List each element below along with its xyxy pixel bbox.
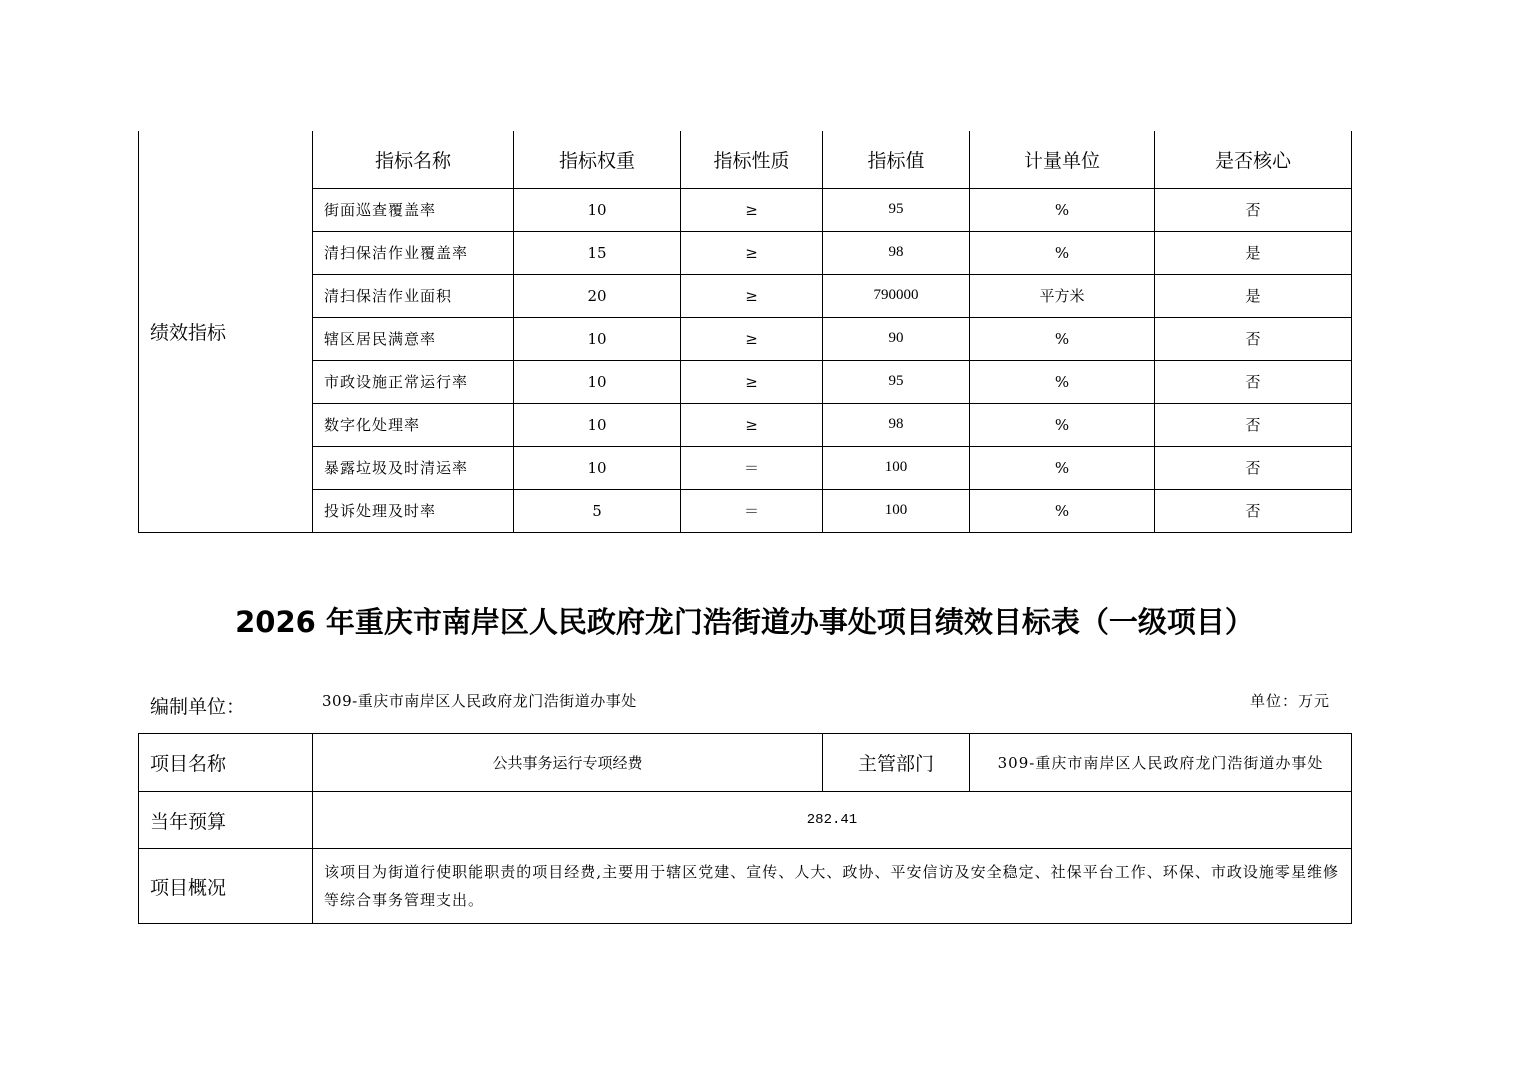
project-info-table xyxy=(138,733,1352,924)
performance-indicator-table xyxy=(138,131,1352,533)
indicator-value: 95 xyxy=(823,188,970,231)
indicator-weight: 10 xyxy=(514,317,681,360)
budget-value: 282.41 xyxy=(313,792,1352,849)
overview-row xyxy=(139,849,1352,924)
budget-label: 当年预算 xyxy=(139,792,313,849)
header-indicator-name: 指标名称 xyxy=(313,131,514,188)
indicator-nature: ≥ xyxy=(681,188,823,231)
indicator-value: 98 xyxy=(823,403,970,446)
indicator-name: 辖区居民满意率 xyxy=(313,317,514,360)
org-value: 309-重庆市南岸区人民政府龙门浩街道办事处 xyxy=(322,692,637,710)
project-name-label: 项目名称 xyxy=(139,734,313,792)
indicator-name: 市政设施正常运行率 xyxy=(313,360,514,403)
indicator-nature: ≥ xyxy=(681,274,823,317)
table-header-row xyxy=(139,131,1352,188)
indicator-unit: % xyxy=(970,317,1155,360)
indicator-core: 是 xyxy=(1155,231,1352,274)
header-indicator-weight: 指标权重 xyxy=(514,131,681,188)
indicator-unit: % xyxy=(970,446,1155,489)
indicator-core: 是 xyxy=(1155,274,1352,317)
indicator-unit: % xyxy=(970,188,1155,231)
indicator-weight: 5 xyxy=(514,489,681,532)
org-label: 编制单位： xyxy=(150,696,246,718)
indicator-nature: ＝ xyxy=(681,489,823,532)
indicator-weight: 10 xyxy=(514,446,681,489)
indicator-weight: 10 xyxy=(514,360,681,403)
indicator-unit: % xyxy=(970,231,1155,274)
header-indicator-nature: 指标性质 xyxy=(681,131,823,188)
indicator-core: 否 xyxy=(1155,403,1352,446)
indicator-weight: 15 xyxy=(514,231,681,274)
unit-note: 单位：万元 xyxy=(1250,692,1331,710)
indicator-weight: 10 xyxy=(514,188,681,231)
indicator-core: 否 xyxy=(1155,188,1352,231)
overview-value: 该项目为街道行使职能职责的项目经费,主要用于辖区党建、宣传、人大、政协、平安信访及安全稳定、社保平台工作、环保、市政设施零星维修等综合事务管理支出。 xyxy=(313,849,1352,924)
indicator-unit: 平方米 xyxy=(970,274,1155,317)
table-row xyxy=(139,231,1352,274)
indicator-value: 95 xyxy=(823,360,970,403)
indicator-core: 否 xyxy=(1155,489,1352,532)
indicator-value: 100 xyxy=(823,446,970,489)
dept-value: 309-重庆市南岸区人民政府龙门浩街道办事处 xyxy=(970,734,1352,792)
indicator-unit: % xyxy=(970,489,1155,532)
indicator-core: 否 xyxy=(1155,360,1352,403)
indicator-value: 100 xyxy=(823,489,970,532)
indicator-name: 数字化处理率 xyxy=(313,403,514,446)
document-title: 2026 年重庆市南岸区人民政府龙门浩街道办事处项目绩效目标表（一级项目） xyxy=(235,605,1254,639)
section-label: 绩效指标 xyxy=(139,131,313,532)
indicator-unit: % xyxy=(970,360,1155,403)
indicator-core: 否 xyxy=(1155,446,1352,489)
indicator-name: 投诉处理及时率 xyxy=(313,489,514,532)
budget-row xyxy=(139,792,1352,849)
table-row xyxy=(139,489,1352,532)
indicator-core: 否 xyxy=(1155,317,1352,360)
indicator-unit: % xyxy=(970,403,1155,446)
indicator-name: 暴露垃圾及时清运率 xyxy=(313,446,514,489)
indicator-nature: ≥ xyxy=(681,231,823,274)
indicator-name: 清扫保洁作业面积 xyxy=(313,274,514,317)
indicator-value: 790000 xyxy=(823,274,970,317)
table-row xyxy=(139,317,1352,360)
indicator-value: 90 xyxy=(823,317,970,360)
table-row xyxy=(139,188,1352,231)
indicator-weight: 10 xyxy=(514,403,681,446)
project-name-value: 公共事务运行专项经费 xyxy=(313,734,823,792)
header-measure-unit: 计量单位 xyxy=(970,131,1155,188)
indicator-weight: 20 xyxy=(514,274,681,317)
indicator-nature: ≥ xyxy=(681,360,823,403)
indicator-value: 98 xyxy=(823,231,970,274)
header-is-core: 是否核心 xyxy=(1155,131,1352,188)
indicator-name: 清扫保洁作业覆盖率 xyxy=(313,231,514,274)
indicator-nature: ≥ xyxy=(681,317,823,360)
dept-label: 主管部门 xyxy=(823,734,970,792)
indicator-nature: ≥ xyxy=(681,403,823,446)
project-name-row xyxy=(139,734,1352,792)
header-indicator-value: 指标值 xyxy=(823,131,970,188)
table-row xyxy=(139,360,1352,403)
table-row xyxy=(139,274,1352,317)
indicator-name: 街面巡查覆盖率 xyxy=(313,188,514,231)
overview-label: 项目概况 xyxy=(139,849,313,924)
table-row xyxy=(139,446,1352,489)
indicator-nature: ＝ xyxy=(681,446,823,489)
table-row xyxy=(139,403,1352,446)
